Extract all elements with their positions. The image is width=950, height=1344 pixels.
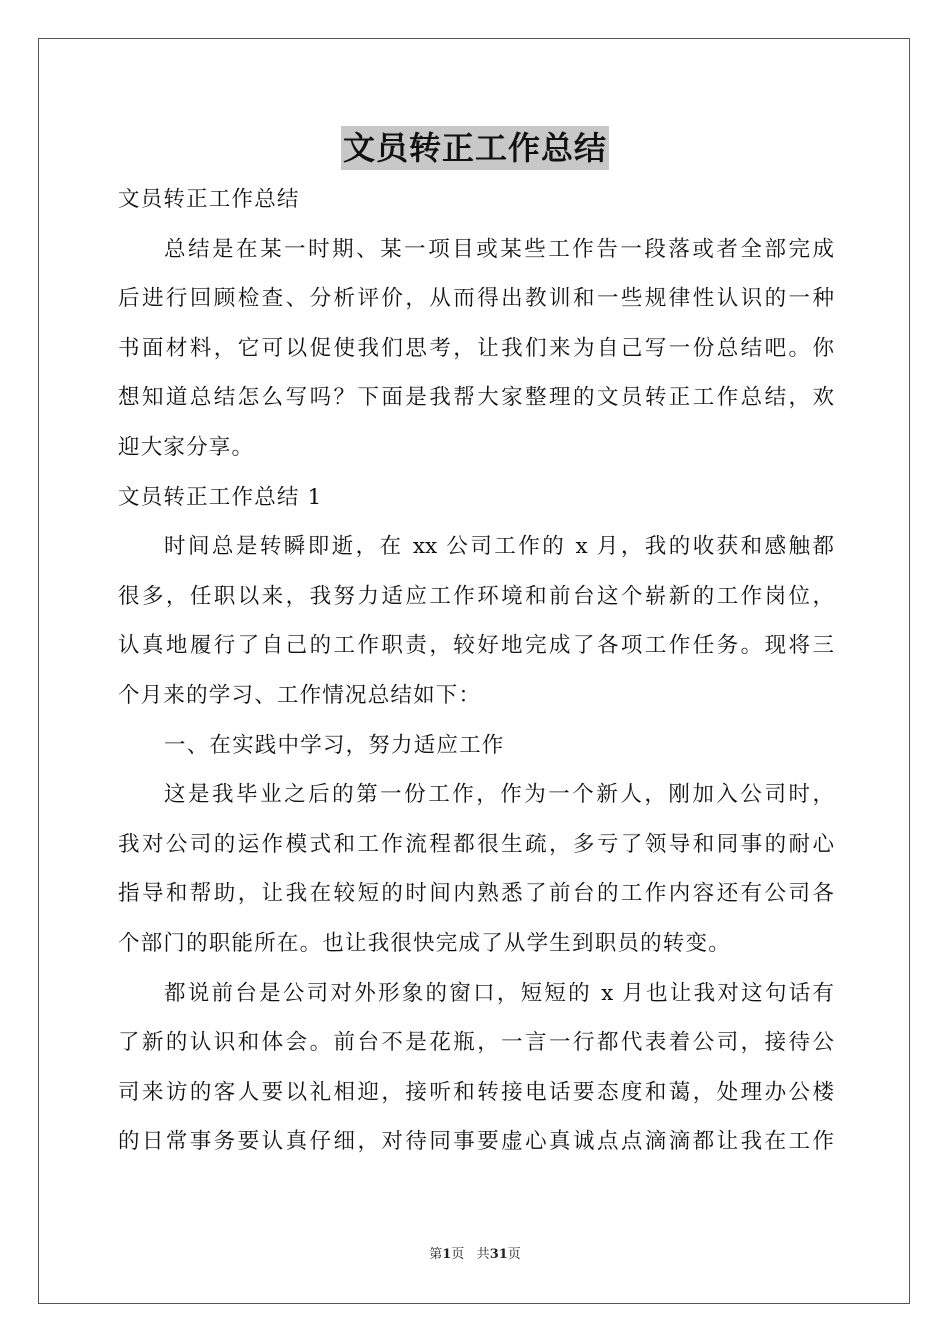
- text-line: 认真地履行了自己的工作职责，较好地完成了各项工作任务。现将三: [118, 633, 834, 659]
- text-line: 个部门的职能所在。也让我很快完成了从学生到职员的转变。: [118, 930, 731, 956]
- page-footer: [0, 1243, 950, 1262]
- text-line: 了新的认识和体会。前台不是花瓶，一言一行都代表着公司，接待公: [118, 1030, 834, 1056]
- text-line: 迎大家分享。: [118, 434, 255, 460]
- text-line: 总结是在某一时期、某一项目或某些工作告一段落或者全部完成: [164, 236, 834, 262]
- text-line: 我对公司的运作模式和工作流程都很生疏，多亏了领导和同事的耐心: [118, 831, 834, 857]
- document-title: 文员转正工作总结: [341, 126, 609, 170]
- title-container: [0, 126, 950, 170]
- total-unit: 页: [507, 1247, 521, 1262]
- text-line: 很多，任职以来，我努力适应工作环境和前台这个崭新的工作岗位，: [118, 583, 834, 609]
- text-line: 司来访的客人要以礼相迎，接听和转接电话要态度和蔼，处理办公楼: [118, 1079, 834, 1105]
- page-unit: 页: [451, 1247, 465, 1262]
- page-total: 31: [489, 1247, 508, 1262]
- page-current: 1: [442, 1247, 452, 1262]
- sub-heading: 一、在实践中学习，努力适应工作: [164, 732, 505, 758]
- text-line: 书面材料，它可以促使我们思考，让我们来为自己写一份总结吧。你: [118, 335, 834, 361]
- text-line: 个月来的学习、工作情况总结如下：: [118, 682, 482, 708]
- text-line: 指导和帮助，让我在较短的时间内熟悉了前台的工作内容还有公司各: [118, 881, 834, 907]
- text-line: 想知道总结怎么写吗？下面是我帮大家整理的文员转正工作总结，欢: [118, 385, 834, 411]
- text-line-subtitle: 文员转正工作总结: [118, 187, 300, 212]
- text-line: 这是我毕业之后的第一份工作，作为一个新人，刚加入公司时，: [164, 782, 834, 808]
- text-line: 后进行回顾检查、分析评价，从而得出教训和一些规律性认识的一种: [118, 286, 834, 312]
- text-line: 都说前台是公司对外形象的窗口，短短的 x 月也让我对这句话有: [164, 980, 834, 1006]
- text-line: 时间总是转瞬即逝，在 xx 公司工作的 x 月，我的收获和感触都: [164, 534, 834, 560]
- text-line: 的日常事务要认真仔细，对待同事要虚心真诚点点滴滴都让我在工作: [118, 1129, 834, 1155]
- total-prefix: 共: [476, 1247, 490, 1262]
- section-heading: 文员转正工作总结 1: [118, 484, 323, 510]
- document-body: [118, 175, 834, 1167]
- page-prefix: 第: [429, 1247, 443, 1262]
